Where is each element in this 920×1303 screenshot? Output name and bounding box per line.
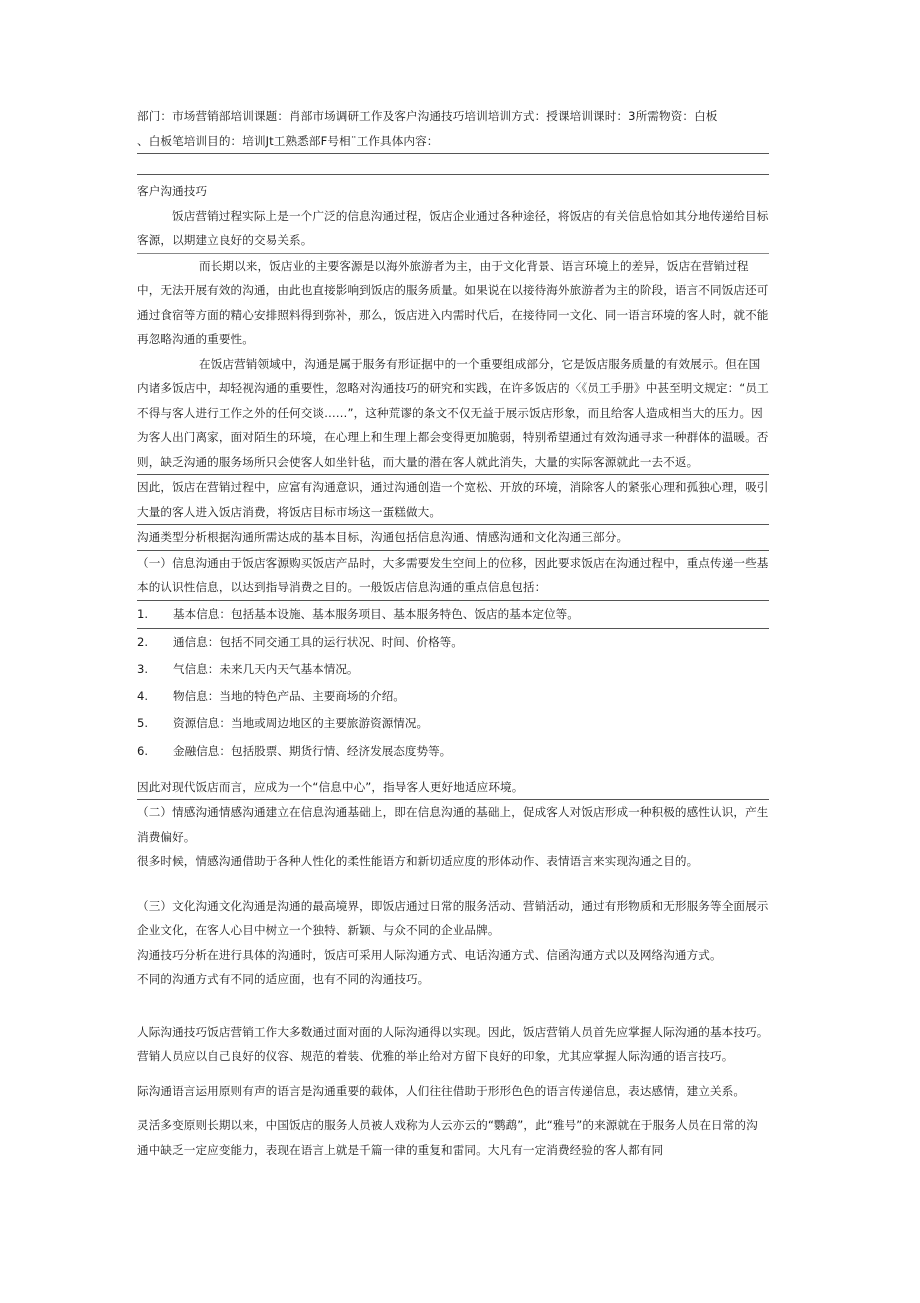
- divider: [137, 174, 769, 175]
- list-item: [137, 656, 769, 683]
- paragraph: （一）信息沟通由于饭店客源购买饭店产品时，大多需要发生空间上的位移，因此要求饭店在沟通过程中，重点传递一些基本的认识性信息，以达到指导消费之目的。一般饭店信息沟通的重点信息包括：: [137, 555, 769, 594]
- list-item: [137, 601, 769, 628]
- list-text: 基本信息：包括基本设施、基本服务项目、基本服务特色、饭店的基本定位等。: [173, 606, 579, 621]
- paragraph: 营销人员应以自己良好的仪容、规范的着装、优雅的举止给对方留下良好的印象，尤其应掌握人际沟通的语言技巧。: [137, 1049, 734, 1064]
- header-line-2: 、白板笔培训目的：培训Jt工熟悉部F号相¨工作具体内容：: [137, 133, 439, 148]
- list-text: 金融信息：包括股票、期货行情、经济发展态度势等。: [173, 743, 452, 758]
- list-item: [137, 629, 769, 656]
- paragraph: 在饭店营销领域中，沟通是属于服务有形证据中的一个重要组成部分，它是饭店服务质量的有效展示。但在国内诸多饭店中，却轻视沟通的重要性，忽略对沟通技巧的研究和实践，在许多饭店的〈《员工手册》中甚至明文规定：“员工不得与客人进行工作之外的任何交谈……”，这种荒谬的条文不仅无益于展示饭店形象，而且给客人造成相当大的压力。因为客人出门离家，面对陌生的环境，在心理上和生理上都会变得更加脆弱，特别希望通过有效沟通寻求一种群体的温暖。否则，缺乏沟通的服务场所只会使客人如坐针毡，而大量的潜在客人就此消失，大量的实际客源就此一去不返。: [137, 356, 769, 469]
- paragraph: 际沟通语言运用原则有声的语言是沟通重要的载体，人们往往借助于形形色色的语言传递信息，表达感情，建立关系。: [137, 1083, 746, 1098]
- list-text: 物信息：当地的特色产品、主要商场的介绍。: [173, 689, 405, 704]
- section-title: 客户沟通技巧: [137, 184, 208, 198]
- list-number: 5.: [137, 716, 149, 731]
- paragraph: （三）文化沟通文化沟通是沟通的最高境界，即饭店通过日常的服务活动、营销活动，通过有形物质和无形服务等全面展示企业文化，在客人心目中树立一个独特、新颖、与众不同的企业品牌。: [137, 898, 769, 938]
- paragraph: 而长期以来，饭店业的主要客源是以海外旅游者为主，由于文化背景、语言环境上的差异，饭店在营销过程中，无法开展有效的沟通，由此也直接影响到饭店的服务质量。如果说在以接待海外旅游者为主的阶段，语言不同饭店还可通过食宿等方面的精心安排照料得到弥补，那么，饭店进入内需时代后，在接待同一文化、同一语言环境的客人时，就不能再忽略沟通的重要性。: [137, 258, 769, 346]
- paragraph: 饭店营销过程实际上是一个广泛的信息沟通过程，饭店企业通过各种途径，将饭店的有关信息恰如其分地传递给目标客源，以期建立良好的交易关系。: [137, 208, 769, 247]
- list-text: 通信息：包括不同交通工具的运行状况、时间、价格等。: [173, 634, 463, 649]
- list-item: [137, 710, 769, 737]
- list-number: 3.: [137, 661, 149, 676]
- paragraph: 很多时候，情感沟通借助于各种人性化的柔性能语方和新切适应度的形体动作、表情语言来实现沟通之目的。: [137, 854, 699, 869]
- paragraph: 灵活多变原则长期以来，中国饭店的服务人员被人戏称为人云亦云的“鹦鹉”，此“雅号”的来源就在于服务人员在日常的沟通中缺乏一定应变能力，表现在语言上就是千篇一律的重复和雷同。大凡有一定消费经验的客人都有同: [137, 1118, 758, 1157]
- paragraph: 因此对现代饭店而言，应成为一个“信息中心”，指导客人更好地适应环境。: [137, 779, 524, 794]
- list-item: [137, 738, 769, 765]
- paragraph: 沟通技巧分析在进行具体的沟通时，饭店可采用人际沟通方式、电话沟通方式、信函沟通方式以及网络沟通方式。: [137, 947, 722, 962]
- list-item: [137, 683, 769, 710]
- paragraph: 沟通类型分析根据沟通所需达成的基本目标，沟通包括信息沟通、情感沟通和文化沟通三部分。: [137, 530, 629, 544]
- paragraph: （二）情感沟通情感沟通建立在信息沟通基础上，即在信息沟通的基础上，促成客人对饭店形成一种积极的感性认识，产生消费偏好。: [137, 805, 769, 844]
- list-number: 2.: [137, 634, 149, 649]
- document-page: [137, 104, 769, 1162]
- paragraph: 人际沟通技巧饭店营销工作大多数通过面对面的人际沟通得以实现。因此，饭店营销人员首先应掌握人际沟通的基本技巧。: [137, 1024, 769, 1039]
- paragraph: 不同的沟通方式有不同的适应面，也有不同的沟通技巧。: [137, 972, 430, 987]
- list-number: 1.: [137, 606, 149, 621]
- list-text: 资源信息：当地或周边地区的主要旅游资源情况。: [173, 716, 429, 731]
- paragraph: 因此，饭店在营销过程中，应富有沟通意识，通过沟通创造一个宽松、开放的环境，消除客人的紧张心理和孤独心理，吸引大量的客人进入饭店消费，将饭店目标市场这一蛋糕做大。: [137, 480, 769, 519]
- list-text: 气信息：未来几天内天气基本情况。: [173, 661, 359, 676]
- list-number: 4.: [137, 689, 149, 704]
- header-line-1: 部门：市场营销部培训课题：肖部市场调研工作及客户沟通技巧培训培训方式：授课培训课时：3所需物资：白板: [137, 109, 718, 123]
- list-number: 6.: [137, 743, 149, 758]
